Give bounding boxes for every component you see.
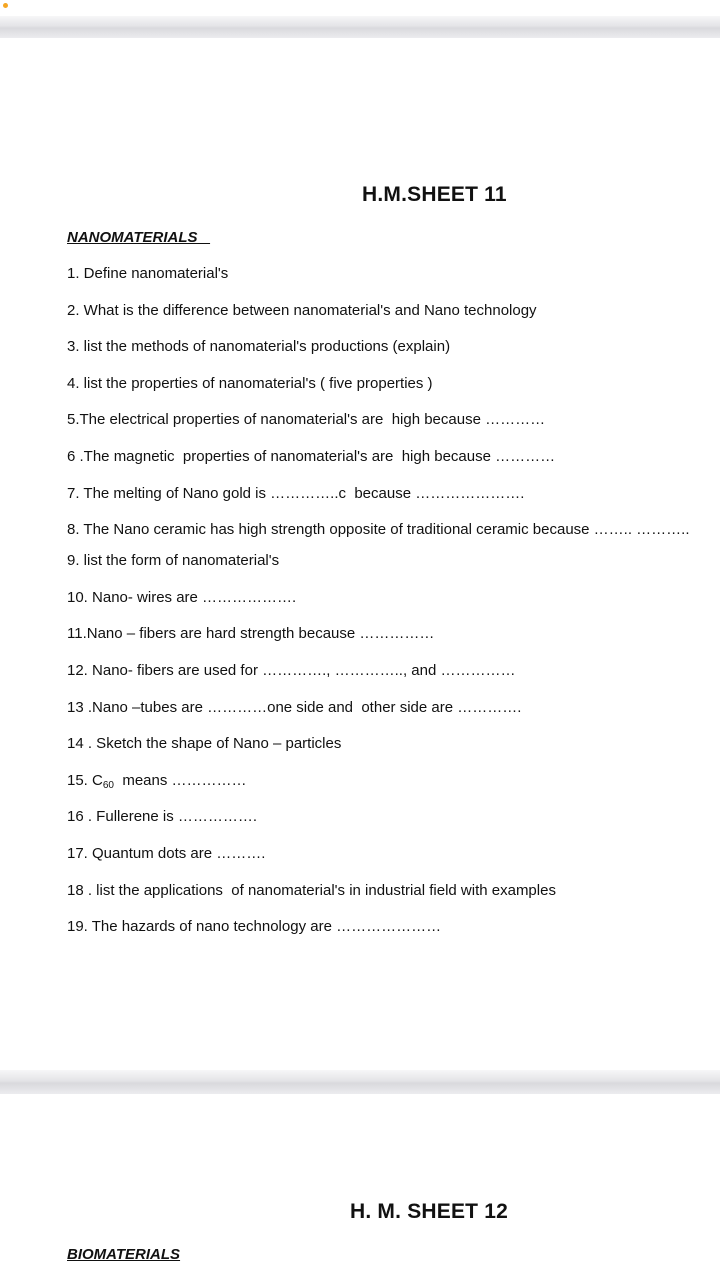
page-separator: [0, 16, 720, 38]
question-8: 8. The Nano ceramic has high strength opposite of traditional ceramic because …….. ………..: [67, 521, 690, 539]
question-6: 6 .The magnetic properties of nanomaterial's are high because …………: [67, 447, 556, 465]
question-list: [67, 264, 697, 954]
question-12: 12. Nano- fibers are used for …………., ………….., and ……………: [67, 661, 516, 679]
status-indicator-dot: [3, 3, 8, 8]
question-15: [67, 771, 697, 791]
question-11: 11.Nano – fibers are hard strength because ……………: [67, 625, 435, 643]
page-title: H.M.SHEET 11: [362, 183, 507, 206]
document-page-sheet-11: [0, 38, 720, 1070]
question-19: 19. The hazards of nano technology are …………………: [67, 918, 442, 936]
question-9: 9. list the form of nanomaterial's: [67, 552, 280, 570]
question-2: 2. What is the difference between nanomaterial's and Nano technology: [67, 301, 537, 319]
page-title: H. M. SHEET 12: [350, 1200, 509, 1223]
question-10: 10. Nano- wires are ……………….: [67, 588, 297, 606]
question-15-text: 15. C: [67, 771, 103, 789]
question-5: 5.The electrical properties of nanomaterial's are high because …………: [67, 411, 546, 429]
question-14: 14 . Sketch the shape of Nano – particles: [67, 735, 342, 753]
question-17: 17. Quantum dots are ……….: [67, 844, 266, 862]
question-18: 18 . list the applications of nanomaterial's in industrial field with examples: [67, 881, 556, 899]
question-16: 16 . Fullerene is …………….: [67, 808, 258, 826]
section-heading-nanomaterials: NANOMATERIALS: [67, 229, 211, 246]
question-4: 4. list the properties of nanomaterial's ( five properties ): [67, 374, 433, 392]
question-15-text-end: means ……………: [113, 771, 247, 789]
question-13: 13 .Nano –tubes are …………one side and other side are ………….: [67, 698, 522, 716]
question-1: 1. Define nanomaterial's: [67, 265, 229, 282]
document-page-sheet-12: [0, 1094, 720, 1280]
question-3: 3. list the methods of nanomaterial's productions (explain): [67, 338, 451, 356]
question-7: 7. The melting of Nano gold is …………..c because ………………….: [67, 484, 525, 502]
page-separator: [0, 1070, 720, 1094]
question-15-subscript: 60: [102, 779, 114, 791]
section-heading-biomaterials: BIOMATERIALS: [67, 1246, 181, 1263]
